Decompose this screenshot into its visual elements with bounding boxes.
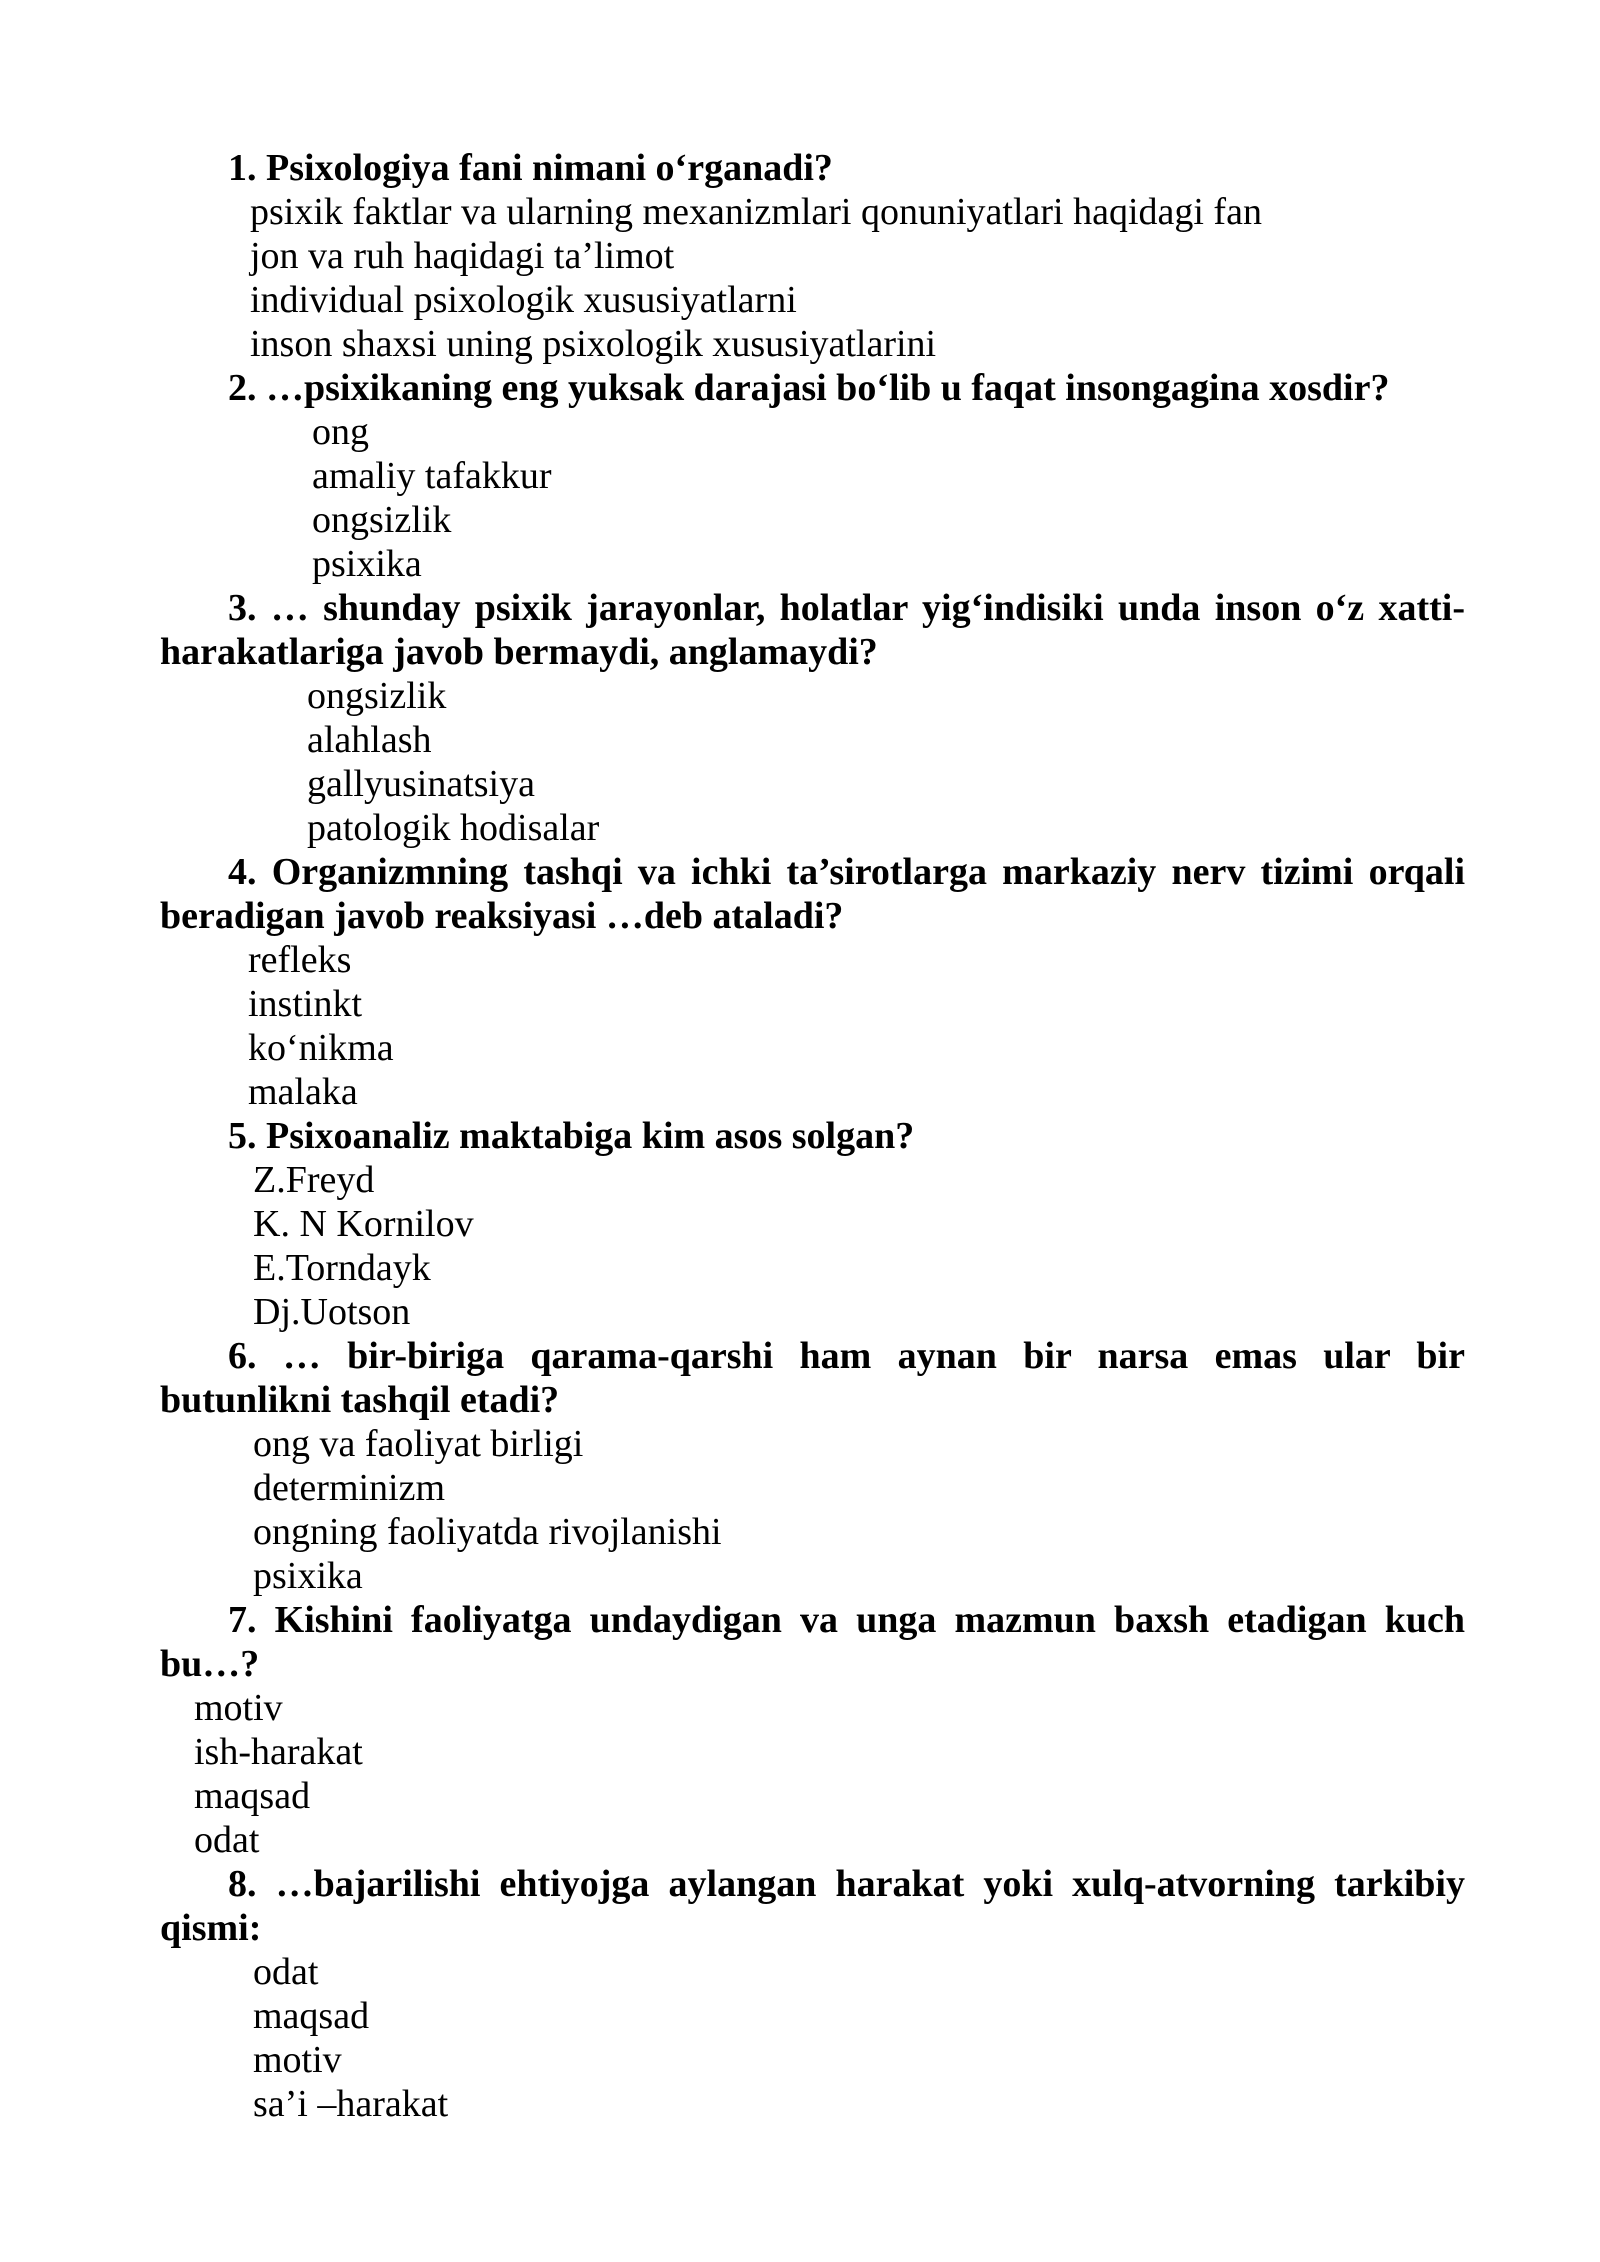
question-heading: 7. Kishini faoliyatga undaydigan va unga mazmun baxsh etadigan kuch bu…? xyxy=(160,1599,1465,1685)
question-block xyxy=(160,1862,1465,2126)
question-heading: 4. Organizmning tashqi va ichki ta’sirotlarga markaziy nerv tizimi orqali beradigan javob reaksiyasi …deb ataladi? xyxy=(160,851,1465,937)
question-heading: 8. …bajarilishi ehtiyojga aylangan harakat yoki xulq-atvorning tarkibiy qismi: xyxy=(160,1863,1465,1949)
question-heading: 3. … shunday psixik jarayonlar, holatlar yig‘indisiki unda inson o‘z xatti-harakatlariga javob bermaydi, anglamaydi? xyxy=(160,587,1465,673)
question-block xyxy=(160,1334,1465,1598)
question-block xyxy=(160,366,1465,586)
answer-option: individual psixologik xususiyatlarni xyxy=(250,279,797,321)
question-block xyxy=(160,1598,1465,1862)
answer-option: maqsad xyxy=(194,1775,311,1817)
answer-option: E.Torndayk xyxy=(253,1247,431,1289)
answer-option: psixika xyxy=(312,543,422,585)
answer-option: Z.Freyd xyxy=(253,1159,375,1201)
answer-option: motiv xyxy=(253,2039,342,2081)
answer-option: amaliy tafakkur xyxy=(312,455,552,497)
answer-option: odat xyxy=(194,1819,260,1861)
answer-option: ongning faoliyatda rivojlanishi xyxy=(253,1511,722,1553)
answer-option: ongsizlik xyxy=(312,499,452,541)
answer-option: patologik hodisalar xyxy=(307,807,600,849)
question-block xyxy=(160,586,1465,850)
question-heading: 5. Psixoanaliz maktabiga kim asos solgan? xyxy=(228,1115,915,1157)
answer-option: alahlash xyxy=(307,719,432,761)
answer-option: gallyusinatsiya xyxy=(307,763,535,805)
answer-option: psixik faktlar va ularning mexanizmlari qonuniyatlari haqidagi fan xyxy=(250,191,1262,233)
answer-option: sa’i –harakat xyxy=(253,2083,449,2125)
answer-option: instinkt xyxy=(248,983,363,1025)
answer-option: ish-harakat xyxy=(194,1731,363,1773)
answer-option: motiv xyxy=(194,1687,283,1729)
answer-option: ongsizlik xyxy=(307,675,447,717)
question-heading: 2. …psixikaning eng yuksak darajasi bo‘lib u faqat insongagina xosdir? xyxy=(228,367,1390,409)
answer-option: malaka xyxy=(248,1071,358,1113)
answer-option: jon va ruh haqidagi ta’limot xyxy=(250,235,675,277)
question-block xyxy=(160,850,1465,1114)
answer-option: ong va faoliyat birligi xyxy=(253,1423,584,1465)
answer-option: psixika xyxy=(253,1555,363,1597)
question-heading: 6. … bir-biriga qarama-qarshi ham aynan bir narsa emas ular bir butunlikni tashqil etadi? xyxy=(160,1335,1465,1421)
answer-option: maqsad xyxy=(253,1995,370,2037)
answer-option: odat xyxy=(253,1951,319,1993)
answer-option: K. N Kornilov xyxy=(253,1203,474,1245)
answer-option: inson shaxsi uning psixologik xususiyatlarini xyxy=(250,323,937,365)
quiz-question-list xyxy=(160,146,1465,2126)
answer-option: refleks xyxy=(248,939,352,981)
answer-option: ong xyxy=(312,411,369,453)
answer-option: Dj.Uotson xyxy=(253,1291,411,1333)
question-block xyxy=(160,1114,1465,1334)
answer-option: determinizm xyxy=(253,1467,446,1509)
question-heading: 1. Psixologiya fani nimani o‘rganadi? xyxy=(228,147,833,189)
answer-option: ko‘nikma xyxy=(248,1027,394,1069)
question-block xyxy=(160,146,1465,366)
